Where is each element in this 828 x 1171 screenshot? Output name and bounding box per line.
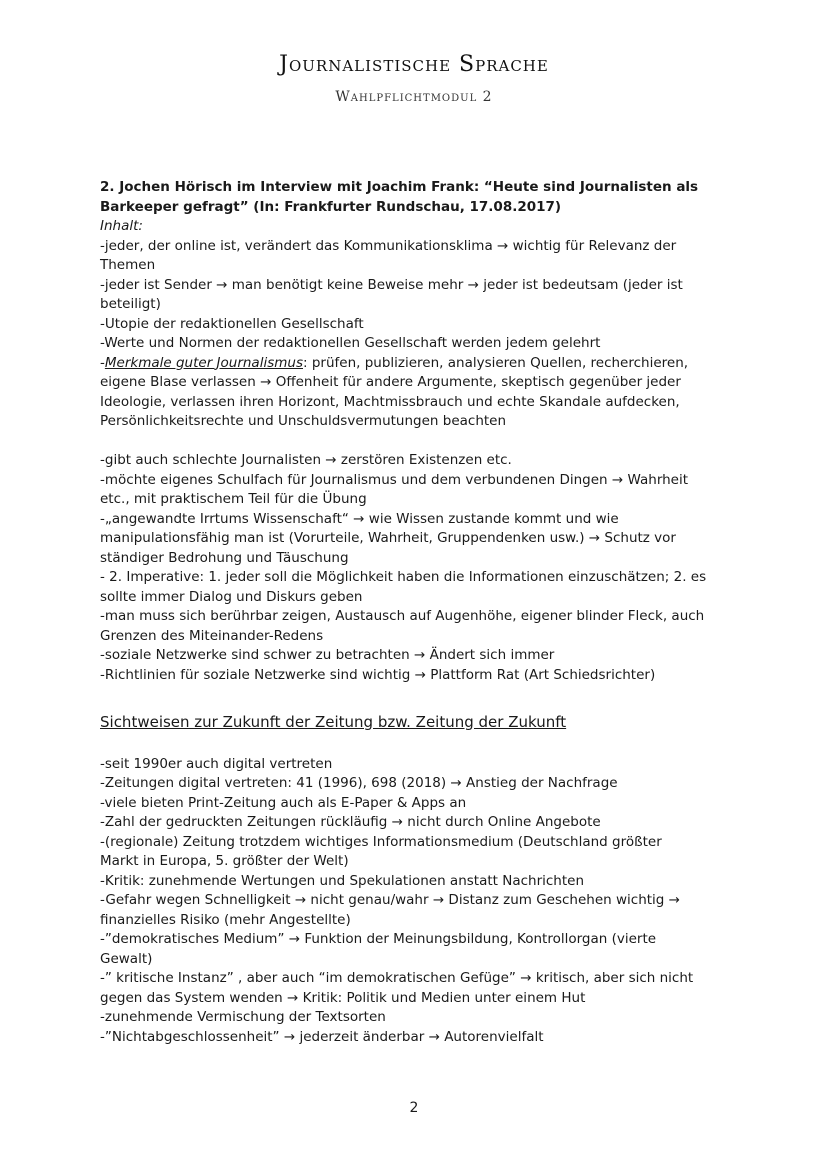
text-line: Persönlichkeitsrechte und Unschuldsvermutungen beachten — [100, 413, 507, 429]
text-line: -man muss sich berührbar zeigen, Austausch auf Augenhöhe, eigener blinder Fleck, auch — [100, 608, 705, 624]
text-line: -seit 1990er auch digital vertreten — [100, 755, 333, 772]
content-block-d — [100, 755, 730, 1048]
text-line: -” kritische Instanz” , aber auch “im demokratischen Gefüge” → kritisch, aber sich nicht — [100, 970, 694, 986]
text-line: -viele bieten Print-Zeitung auch als E-Paper & Apps an — [100, 794, 467, 811]
inhalt-label: Inhalt: — [100, 218, 143, 234]
text-line: -jeder ist Sender → man benötigt keine Beweise mehr → jeder ist bedeutsam (jeder ist — [100, 276, 683, 293]
text-line: -gibt auch schlechte Journalisten → zerstören Existenzen etc. — [100, 452, 512, 468]
text-line: -soziale Netzwerke sind schwer zu betrachten → Ändert sich immer — [100, 647, 555, 663]
paragraph-gap — [100, 432, 730, 452]
merkmal-rest: : prüfen, publizieren, analysieren Quellen, recherchieren, — [303, 354, 689, 371]
text-line: -Richtlinien für soziale Netzwerke sind wichtig → Plattform Rat (Art Schiedsrichter) — [100, 666, 656, 683]
merkmal-label: Merkmale guter Journalismus — [104, 354, 303, 371]
merkmal-prefix: - — [100, 354, 105, 371]
text-line: sollte immer Dialog und Diskurs geben — [100, 588, 363, 605]
page-number: 2 — [409, 1100, 419, 1116]
text-line: -”Nichtabgeschlossenheit” → jederzeit änderbar → Autorenvielfalt — [100, 1028, 544, 1045]
text-line: -Zahl der gedruckten Zeitungen rückläufig → nicht durch Online Angebote — [100, 814, 601, 830]
document-body — [100, 178, 730, 1047]
text-line: -(regionale) Zeitung trotzdem wichtiges Informationsmedium (Deutschland größter — [100, 833, 662, 850]
text-line: -Werte und Normen der redaktionellen Gesellschaft werden jedem gelehrt — [100, 335, 601, 351]
text-line: -zunehmende Vermischung der Textsorten — [100, 1009, 386, 1025]
text-line: -”demokratisches Medium” → Funktion der Meinungsbildung, Kontrollorgan (vierte — [100, 931, 657, 947]
text-line: etc., mit praktischem Teil für die Übung — [100, 491, 367, 507]
text-line: eigene Blase verlassen → Offenheit für andere Argumente, skeptisch gegenüber jeder — [100, 374, 681, 390]
text-line: -Kritik: zunehmende Wertungen und Spekulationen anstatt Nachrichten — [100, 872, 585, 889]
text-line: beteiligt) — [100, 296, 161, 312]
page-header — [0, 50, 828, 106]
text-line: -jeder, der online ist, verändert das Kommunikationsklima → wichtig für Relevanz der — [100, 237, 677, 254]
text-line: -Utopie der redaktionellen Gesellschaft — [100, 315, 364, 332]
content-block-a — [100, 237, 730, 354]
section-heading: Sichtweisen zur Zukunft der Zeitung bzw. Zeitung der Zukunft — [100, 712, 567, 731]
merkmal-line — [100, 354, 730, 374]
text-line: - 2. Imperative: 1. jeder soll die Möglichkeit haben die Informationen einzuschätzen; 2. es — [100, 569, 707, 585]
text-line: ständiger Bedrohung und Täuschung — [100, 549, 349, 566]
content-block-b — [100, 373, 730, 432]
text-line: Gewalt) — [100, 950, 153, 967]
text-line: manipulationsfähig man ist (Vorurteile, Wahrheit, Gruppendenken usw.) → Schutz vor — [100, 530, 676, 546]
text-line: finanzielles Risiko (mehr Angestellte) — [100, 911, 351, 928]
text-line: Ideologie, verlassen ihren Horizont, Machtmissbrauch und echte Skandale aufdecken, — [100, 393, 680, 410]
text-line: -Zeitungen digital vertreten: 41 (1996), 698 (2018) → Anstieg der Nachfrage — [100, 775, 618, 791]
text-line: gegen das System wenden → Kritik: Politik und Medien unter einem Hut — [100, 989, 586, 1006]
text-line: -Gefahr wegen Schnelligkeit → nicht genau/wahr → Distanz zum Geschehen wichtig → — [100, 892, 680, 908]
paragraph-gap — [100, 685, 730, 705]
document-subtitle: Wahlpflichtmodul 2 — [335, 89, 493, 105]
text-line: Markt in Europa, 5. größter der Welt) — [100, 853, 349, 869]
article-heading-line: 2. Jochen Hörisch im Interview mit Joachim Frank: “Heute sind Journalisten als — [100, 179, 699, 195]
text-line: Themen — [100, 257, 156, 273]
text-line: -möchte eigenes Schulfach für Journalismus und dem verbundenen Dingen → Wahrheit — [100, 471, 689, 488]
document-title: Journalistische Sprache — [279, 52, 549, 77]
article-heading-line: Barkeeper gefragt” (In: Frankfurter Rundschau, 17.08.2017) — [100, 198, 562, 215]
text-line: -„angewandte Irrtums Wissenschaft“ → wie Wissen zustande kommt und wie — [100, 510, 619, 527]
text-line: Grenzen des Miteinander-Redens — [100, 627, 324, 644]
content-block-c — [100, 451, 730, 685]
